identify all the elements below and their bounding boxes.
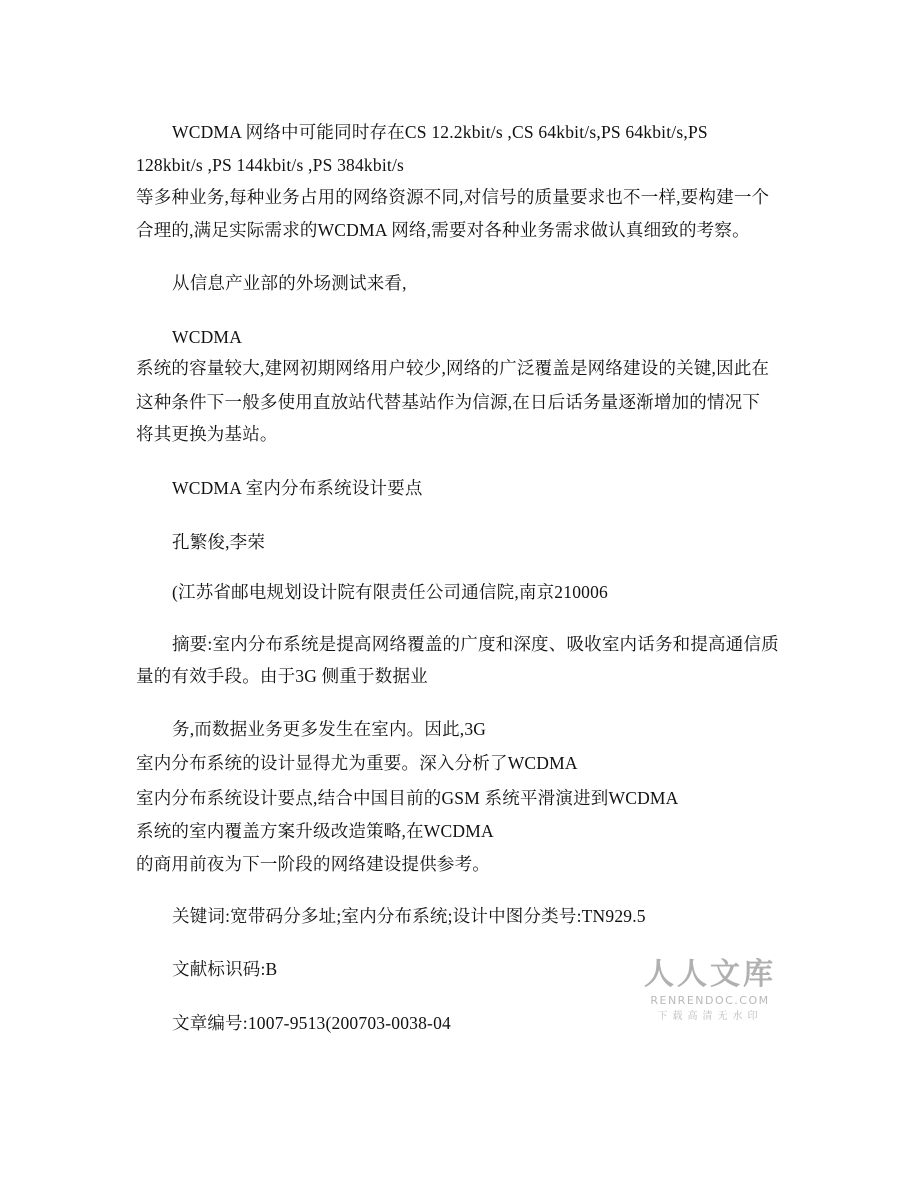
abstract-line: 系统的室内覆盖方案升级改造策略,在WCDMA — [136, 821, 494, 841]
paragraph-line: WCDMA — [172, 327, 243, 347]
abstract-line: 室内分布系统设计要点,结合中国目前的GSM 系统平滑演进到WCDMA — [136, 788, 679, 808]
authors: 孔繁俊,李荣 — [172, 532, 266, 552]
affiliation: (江苏省邮电规划设计院有限责任公司通信院,南京210006 — [172, 582, 609, 602]
abstract-line: 室内分布系统的设计显得尤为重要。深入分析了WCDMA — [136, 753, 578, 773]
article-title: WCDMA 室内分布系统设计要点 — [172, 478, 423, 498]
paragraph-line: 系统的容量较大,建网初期网络用户较少,网络的广泛覆盖是网络建设的关键,因此在 — [136, 358, 770, 378]
watermark-logo-text: 人人文库 — [644, 957, 776, 992]
watermark-subtitle: 下载高清无水印 — [657, 1011, 763, 1022]
watermark-url: RENRENDOC.COM — [650, 994, 770, 1007]
abstract-line: 的商用前夜为下一阶段的网络建设提供参考。 — [136, 854, 490, 874]
paragraph-line: 这种条件下一般多使用直放站代替基站作为信源,在日后话务量逐渐增加的情况下 — [136, 392, 761, 412]
abstract-line: 务,而数据业务更多发生在室内。因此,3G — [172, 719, 487, 739]
paragraph-line: 将其更换为基站。 — [136, 424, 278, 444]
paragraph-line: 128kbit/s ,PS 144kbit/s ,PS 384kbit/s — [136, 155, 405, 175]
paragraph-line: WCDMA 网络中可能同时存在CS 12.2kbit/s ,CS 64kbit/s,PS 64kbit/s,PS — [172, 122, 708, 142]
keywords: 关键词:宽带码分多址;室内分布系统;设计中图分类号:TN929.5 — [172, 906, 646, 926]
paragraph-line: 合理的,满足实际需求的WCDMA 网络,需要对各种业务需求做认真细致的考察。 — [136, 220, 750, 240]
abstract-line: 摘要:室内分布系统是提高网络覆盖的广度和深度、吸收室内话务和提高通信质 — [172, 634, 779, 654]
watermark — [640, 958, 780, 1023]
article-number: 文章编号:1007-9513(200703-0038-04 — [172, 1013, 451, 1033]
paragraph-line: 从信息产业部的外场测试来看, — [172, 273, 407, 293]
abstract-line: 量的有效手段。由于3G 侧重于数据业 — [136, 666, 428, 686]
paragraph-line: 等多种业务,每种业务占用的网络资源不同,对信号的质量要求也不一样,要构建一个 — [136, 187, 770, 207]
document-code: 文献标识码:B — [172, 959, 278, 979]
